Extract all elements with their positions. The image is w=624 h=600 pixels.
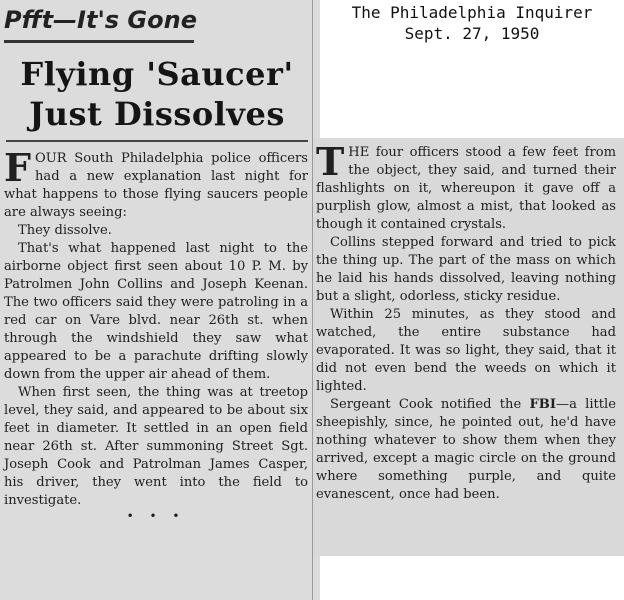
paragraph: Collins stepped forward and tried to pick the thing up. The part of the mass on which he laid his hands dissolved, leaving nothing but a slight, odorless, sticky residue. [316, 235, 616, 304]
newspaper-name: The Philadelphia Inquirer [351, 3, 593, 22]
paragraph: That's what happened last night to the airborne object first seen about 10 P. M. by Patrolmen John Collins and Joseph Keenan. The two officers said they were patroling in a red car on Vare blvd. near 26th st. when through the windshield they saw what appeared to be a parachute drifting slowly down from the upper air ahead of them. [4, 241, 308, 382]
section-separator: • • • [126, 509, 186, 523]
article-column-1 [4, 145, 308, 523]
masthead [322, 2, 622, 44]
drop-cap: F [4, 145, 31, 190]
headline-line-2: Just Dissolves [29, 95, 285, 133]
kicker-headline: Pfft—It's Gone [4, 2, 194, 43]
headline-line-1: Flying 'Saucer' [20, 55, 294, 93]
paragraph: THE four officers stood a few feet from the object, they said, and turned their flashlights on it, whereupon it gave off a purplish glow, almost a mist, that looked as though it contained crystals. [316, 139, 616, 232]
paragraph: They dissolve. [18, 223, 112, 238]
headline-rule [6, 140, 308, 142]
fbi-emphasis: FBI [529, 397, 556, 412]
article-column-2 [316, 139, 616, 504]
paragraph: Within 25 minutes, as they stood and watched, the entire substance had evaporated. It was so light, they said, that it did not even bend the weeds on which it lighted. [316, 307, 616, 394]
column-rule [312, 0, 313, 600]
publication-date: Sept. 27, 1950 [404, 24, 540, 43]
main-headline [6, 54, 308, 134]
paragraph: When first seen, the thing was at treetop level, they said, and appeared to be about six feet in diameter. It settled in an open field near 26th st. After summoning Street Sgt. Joseph Cook and Patrolman James Casper, his driver, they went into the field to investigate. [4, 385, 308, 508]
paragraph: FOUR South Philadelphia police officers had a new explanation last night for what happens to those flying saucers people are always seeing: [4, 145, 308, 220]
paragraph: Sergeant Cook notified the FBI—a little sheepishly, since, he pointed out, he'd have nothing whatever to show them when they arrived, except a magic circle on the ground where something purple, and quite evanescent, once had been. [316, 397, 616, 502]
drop-cap: T [316, 139, 345, 184]
